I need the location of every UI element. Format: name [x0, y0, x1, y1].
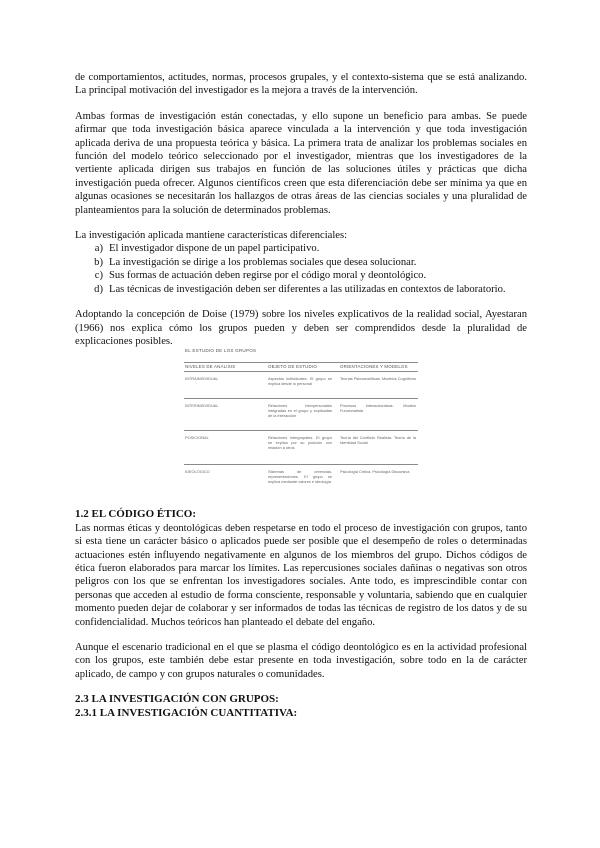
list-text: Las técnicas de investigación deben ser diferentes a las utilizadas en contextos de laboratorio. [109, 283, 506, 295]
table-cell: IDEOLÓGICO [185, 469, 210, 475]
list-text: La investigación se dirige a los problemas sociales que desea solucionar. [109, 256, 417, 268]
paragraph-4: Las normas éticas y deontológicas deben respetarse en todo el proceso de investigación con grupos, tanto si esta tiene un carácter básico o aplicados puede ser posible que el desempeño de roles o determinadas actuaciones estén influyendo negativamente en algunos de los miembros del grupo. Dichos códigos de ética fueron elaborados para marcar los límites. Las repercusiones sociales dañinas o negativas son otros peligros con los que se enfrentan los investigadores sociales. Ante todo, es imprescindible contar con personas que acceden al estudio de forma consciente, responsable y voluntaria, sabiendo que en cualquier momento pueden dejar de colaborar y ser informados de todas las técnicas de registro de los datos y de su confidencialidad. Muchos teóricos han planteado el debate del engaño. [75, 522, 527, 628]
list-intro: La investigación aplicada mantiene características diferenciales: [75, 230, 348, 242]
document-body [75, 71, 527, 720]
list-text: Sus formas de actuación deben regirse por el código moral y deontológico. [109, 270, 427, 282]
table-cell: Teorías Psicoanalíticas. Modelos Cognitivos [340, 376, 416, 382]
table-cell: INTRAINDIVIDUAL [185, 376, 219, 382]
section-heading-ethics: 1.2 EL CÓDIGO ÉTICO: [75, 508, 197, 521]
table-cell: Relaciones interpersonales integradas en el grupo y explicadas de la interacción [268, 403, 332, 419]
table-rule [184, 430, 418, 431]
list-item [75, 256, 527, 269]
table-header-levels: NIVELES DE ANÁLISIS [185, 364, 236, 370]
list-marker: b) [94, 256, 103, 268]
table-cell: Teoría del Conflicto Realista. Teoría de la Identidad Social [340, 435, 416, 446]
table-header-object: OBJETO DE ESTUDIO [268, 364, 317, 370]
list-marker: d) [94, 283, 103, 295]
list-marker: c) [94, 270, 103, 282]
table-cell: POSICIONAL [185, 435, 209, 441]
characteristics-list [75, 242, 527, 296]
table-cell: Relaciones intergrupales. El grupo se explica por su posición con relación a otros [268, 435, 332, 451]
table-rule [184, 398, 418, 399]
table-rule [184, 362, 418, 363]
list-item [75, 269, 527, 282]
group-study-table [184, 350, 418, 502]
list-marker: a) [94, 243, 103, 255]
paragraph-5: Aunque el escenario tradicional en el que se plasma el código deontológico es en la actividad profesional con los grupos, este también debe estar presente en toda investigación, sobre todo en la de carácter aplicado, de campo y con grupos naturales o comunidades. [75, 641, 527, 680]
paragraph-3: Adoptando la concepción de Doise (1979) sobre los niveles explicativos de la realidad social, Ayestaran (1966) nos explica cómo los grupos pueden y deben ser comprendidos desde la pluralidad de explicaciones posibles. [75, 309, 527, 347]
table-cell: Sistemas de creencias, representaciones. El grupo se explica mediante valores e ideología [268, 469, 332, 485]
table-cell: Aspectos individuales. El grupo se explica desde lo personal [268, 376, 332, 387]
table-rule [184, 371, 418, 372]
table-cell: INTERINDIVIDUAL [185, 403, 219, 409]
list-item [75, 242, 527, 255]
table-rule [184, 464, 418, 465]
table-caption: EL ESTUDIO DE LOS GRUPOS [185, 348, 257, 354]
paragraph-1: de comportamientos, actitudes, normas, procesos grupales, y el contexto-sistema que se está analizando. La principal motivación del investigador es la mejora a través de la intervención. [75, 72, 527, 97]
list-text: El investigador dispone de un papel participativo. [109, 243, 320, 255]
section-heading-groups: 2.3 LA INVESTIGACIÓN CON GRUPOS: [75, 693, 279, 706]
table-cell: Procesos interaccionistas. Modelo Funcionalista [340, 403, 416, 414]
table-header-models: ORIENTACIONES Y MODELOS [340, 364, 408, 370]
section-heading-quantitative: 2.3.1 LA INVESTIGACIÓN CUANTITATIVA: [75, 706, 298, 719]
list-item [75, 283, 527, 296]
paragraph-2: Ambas formas de investigación están conectadas, y ello supone un beneficio para ambas. Se puede afirmar que toda investigación básica aparece vinculada a la intervención y que toda investigación aplicada deriva de una propuesta teórica y básica. La primera trata de analizar los problemas sociales en función del modelo teórico seleccionado por el investigador, mientras que los investigadores de la vertiente aplicada dirigen sus trabajos en función de las soluciones útiles y prácticas que dicha investigación pueda ofrecer. Algunos científicos creen que esta diferenciación debe ser mínima ya que en algunas ocasiones se necesitarán los hallazgos de otras áreas de las ciencias sociales y una pluralidad de planteamientos para la solución de determinados problemas. [75, 110, 527, 216]
table-cell: Psicología Crítica. Psicología Discursiva [340, 469, 410, 475]
